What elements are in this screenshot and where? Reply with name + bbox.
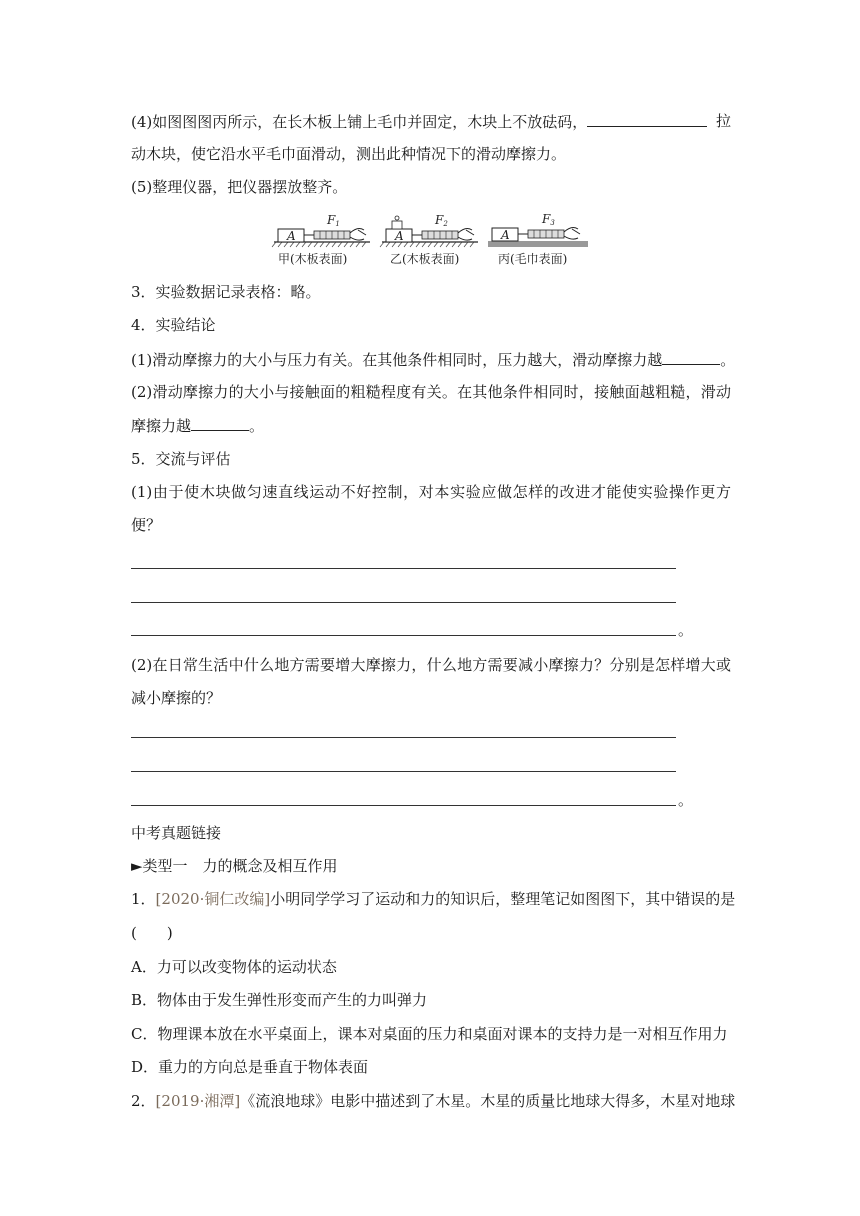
answer-blank[interactable] bbox=[191, 415, 249, 431]
force-f2-label: F2 bbox=[435, 213, 448, 228]
answer-line[interactable] bbox=[131, 805, 676, 806]
conclusion-1-end: 。 bbox=[720, 351, 736, 369]
type1-heading: ►类型一 力的概念及相互作用 bbox=[131, 857, 338, 875]
option-d[interactable]: D．重力的方向总是垂直于物体表面 bbox=[131, 1058, 369, 1076]
question-number: 1． bbox=[131, 890, 156, 908]
question-1-line1: (1)由于使木块做匀速直线运动不好控制，对本实验应做怎样的改进才能使实验操作更方 bbox=[131, 483, 731, 501]
caption-yi: 乙(木板表面) bbox=[390, 252, 460, 266]
block-label-a: A bbox=[395, 229, 404, 243]
friction-experiment-figure bbox=[270, 212, 590, 270]
answer-blank[interactable] bbox=[587, 111, 707, 127]
question-number: 2． bbox=[131, 1092, 156, 1110]
panel-jia bbox=[272, 213, 370, 266]
question-2-line1: (2)在日常生活中什么地方需要增大摩擦力，什么地方需要减小摩擦力？分别是怎样增大或 bbox=[131, 656, 731, 674]
conclusion-1 bbox=[131, 349, 736, 370]
conclusion-2-end: 。 bbox=[249, 417, 265, 435]
question-1-line2: 便？ bbox=[131, 516, 162, 534]
panel-bing bbox=[488, 212, 588, 266]
exam-section-title: 中考真题链接 bbox=[131, 824, 222, 842]
question-source: [2019·湘潭] bbox=[155, 1092, 241, 1110]
caption-jia: 甲(木板表面) bbox=[278, 252, 348, 266]
step4-line1 bbox=[131, 111, 731, 132]
caption-bing: 丙(毛巾表面) bbox=[498, 252, 568, 266]
section3-line: 3．实验数据记录表格：略。 bbox=[131, 283, 321, 301]
answer-blank[interactable] bbox=[662, 349, 720, 365]
answer-line[interactable] bbox=[131, 602, 676, 603]
section4-title: 4．实验结论 bbox=[131, 316, 216, 334]
option-c[interactable]: C．物理课本放在水平桌面上，课本对桌面的压力和桌面对课本的支持力是一对相互作用力 bbox=[131, 1025, 728, 1043]
option-b[interactable]: B．物体由于发生弹性形变而产生的力叫弹力 bbox=[131, 991, 428, 1009]
step5-line: (5)整理仪器，把仪器摆放整齐。 bbox=[131, 178, 348, 196]
question-2-line2: 减小摩擦的？ bbox=[131, 689, 222, 707]
hand-icon bbox=[350, 229, 366, 241]
answer-line[interactable] bbox=[131, 568, 676, 569]
option-a[interactable]: A．力可以改变物体的运动状态 bbox=[131, 958, 337, 976]
hand-icon bbox=[458, 229, 474, 241]
step4-text-end: 拉 bbox=[715, 112, 731, 130]
force-f3-label: F3 bbox=[542, 212, 555, 227]
question-source: [2020·铜仁改编] bbox=[155, 890, 271, 908]
conclusion-2-line2 bbox=[131, 415, 731, 436]
question-text: 小明同学学习了运动和力的知识后，整理笔记如图图下，其中错误的是 bbox=[270, 890, 736, 908]
question-2-stem bbox=[131, 1091, 736, 1111]
answer-end-mark: 。 bbox=[678, 791, 694, 809]
answer-line[interactable] bbox=[131, 737, 676, 738]
conclusion-2-line1: (2)滑动摩擦力的大小与接触面的粗糙程度有关。在其他条件相同时，接触面越粗糙，滑动 bbox=[131, 383, 731, 401]
question-text: 《流浪地球》电影中描述到了木星。木星的质量比地球大得多，木星对地球 bbox=[240, 1092, 736, 1110]
question-1-stem bbox=[131, 889, 736, 909]
section5-title: 5．交流与评估 bbox=[131, 450, 231, 468]
force-f1-label: F1 bbox=[327, 213, 340, 228]
conclusion-1-text: (1)滑动摩擦力的大小与压力有关。在其他条件相同时，压力越大，滑动摩擦力越 bbox=[131, 351, 663, 369]
answer-line[interactable] bbox=[131, 771, 676, 772]
conclusion-2-text: 摩擦力越 bbox=[131, 417, 192, 435]
hand-icon bbox=[564, 228, 580, 240]
block-label-a: A bbox=[287, 229, 296, 243]
weight-icon bbox=[392, 221, 402, 229]
answer-paren: ( ) bbox=[131, 924, 173, 942]
step4-text: (4)如图图图丙所示，在长木板上铺上毛巾并固定，木块上不放砝码， bbox=[131, 113, 588, 131]
answer-end-mark: 。 bbox=[678, 621, 694, 639]
block-label-a: A bbox=[501, 228, 510, 242]
panel-yi bbox=[380, 213, 478, 266]
answer-line[interactable] bbox=[131, 635, 676, 636]
step4-line2: 动木块，使它沿水平毛巾面滑动，测出此种情况下的滑动摩擦力。 bbox=[131, 145, 567, 163]
